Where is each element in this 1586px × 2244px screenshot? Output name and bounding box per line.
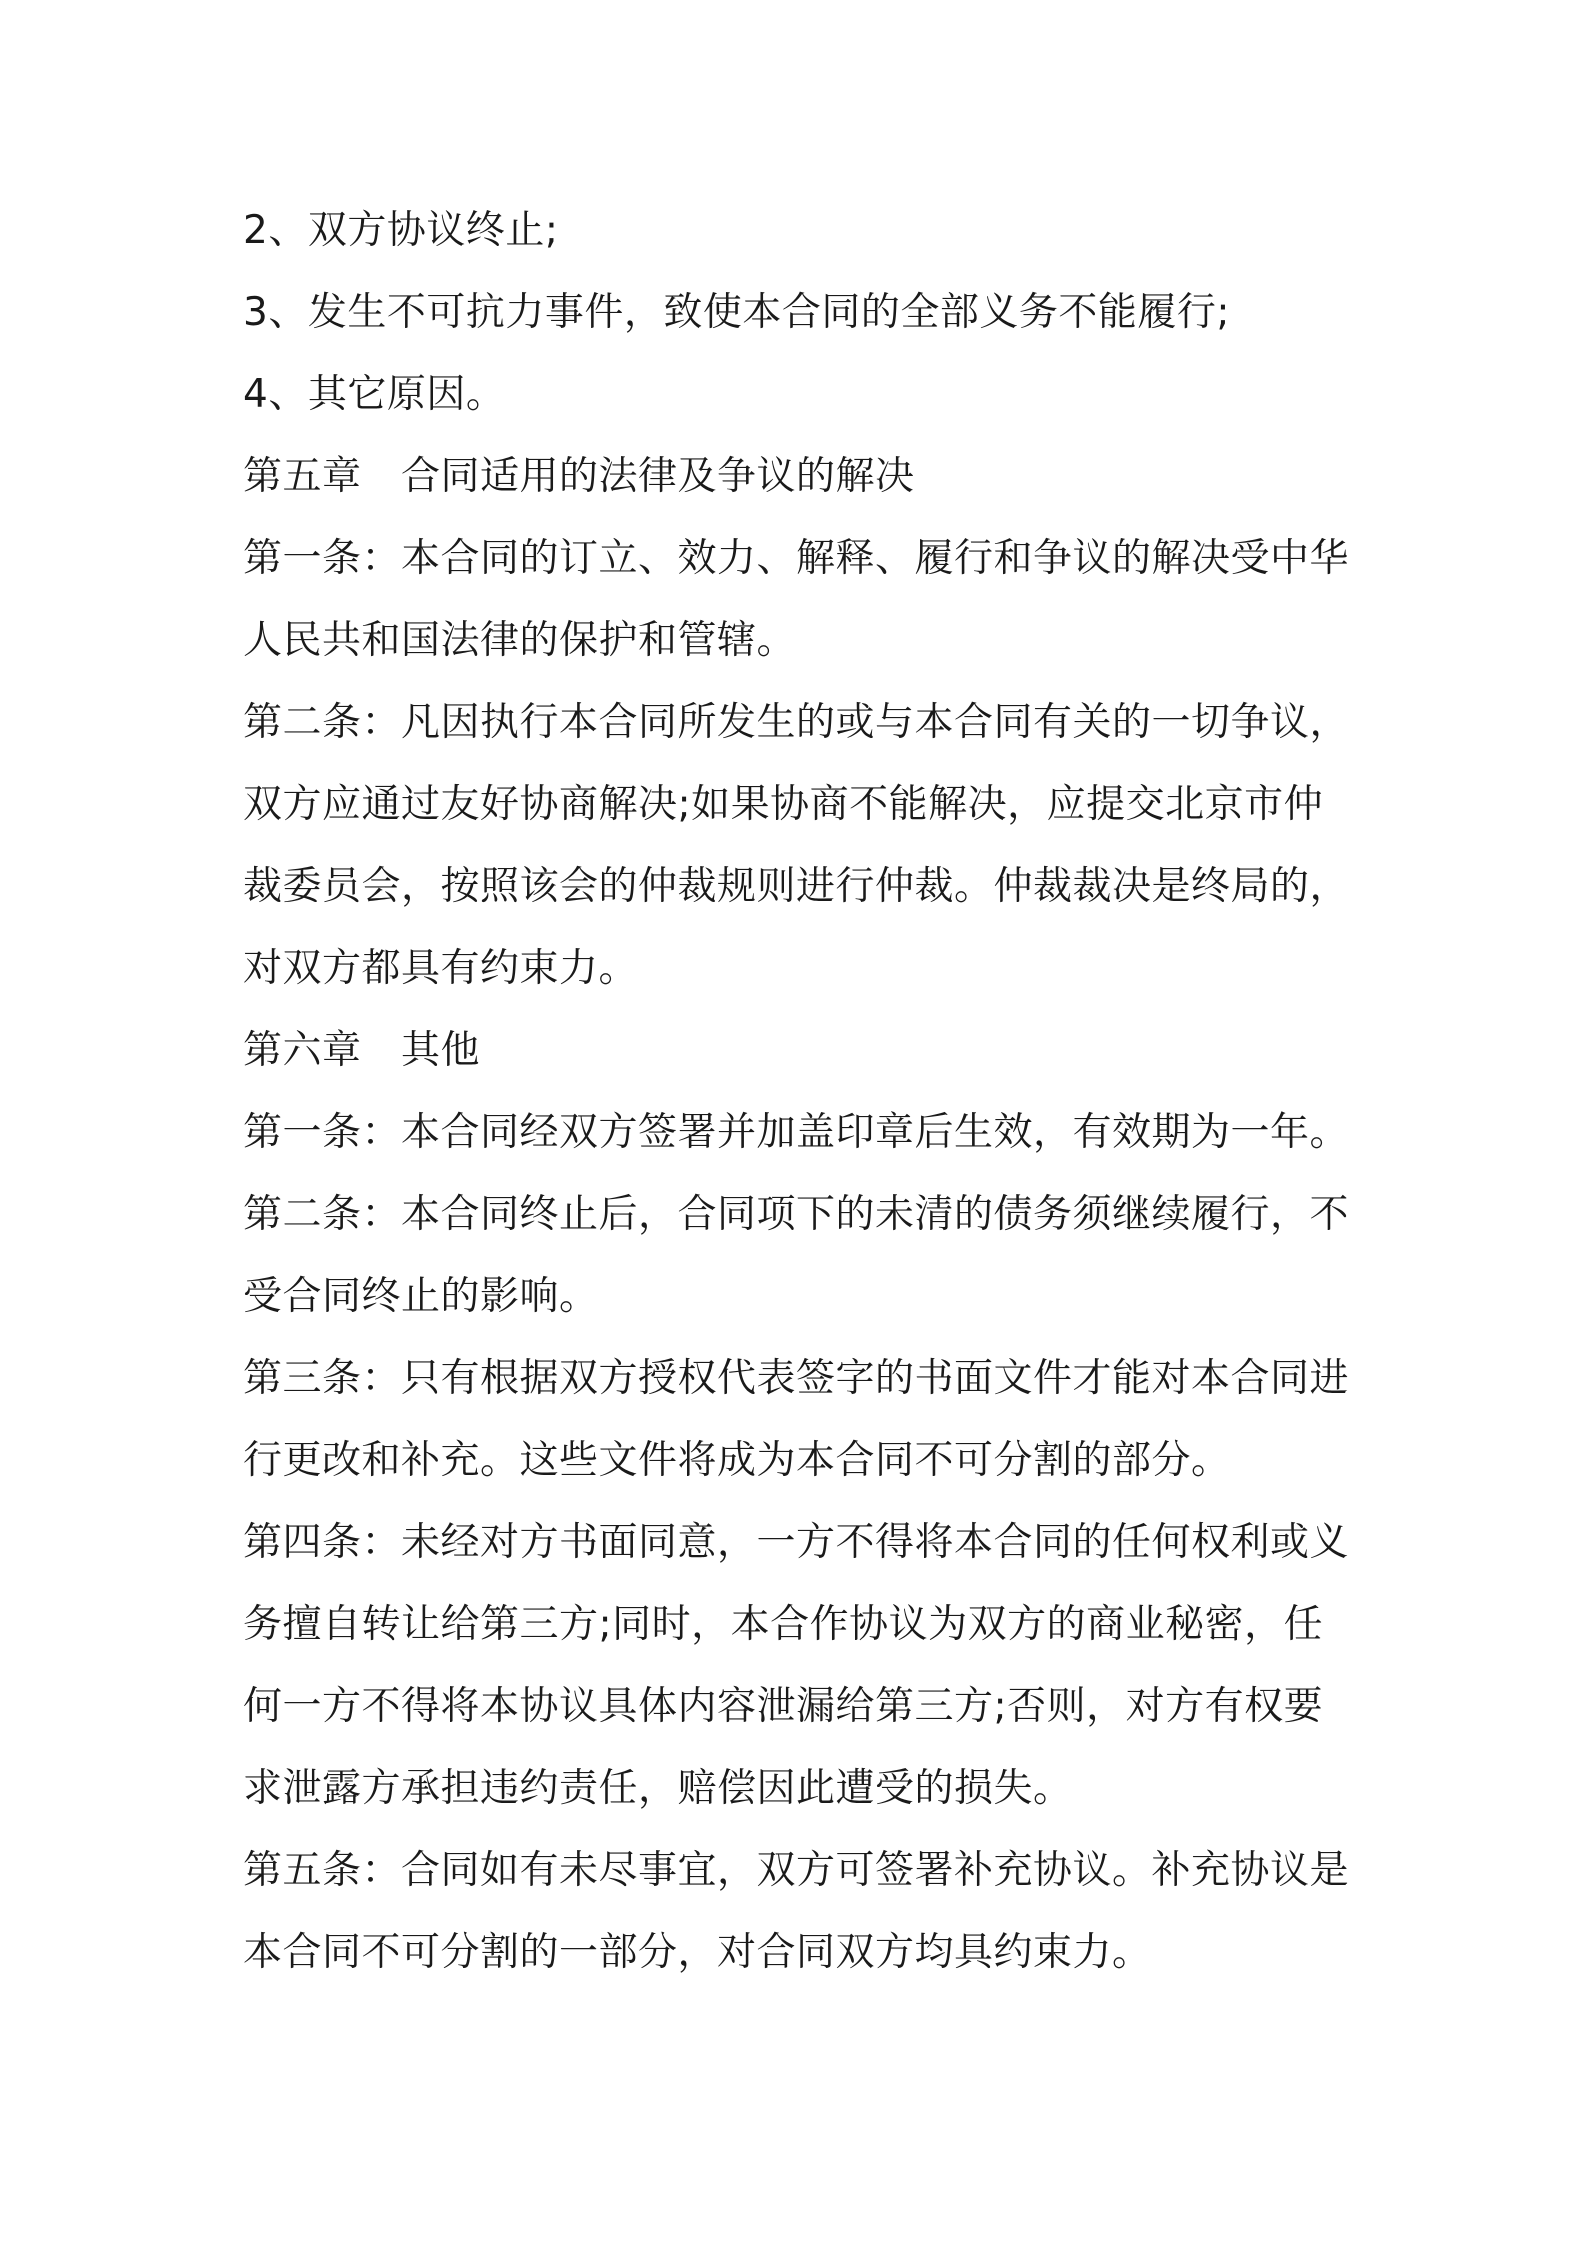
text-line-17: 第四条：未经对方书面同意，一方不得将本合同的任何权利或义 bbox=[243, 1520, 1350, 1565]
text-line-16: 行更改和补充。这些文件将成为本合同不可分割的部分。 bbox=[243, 1438, 1231, 1483]
text-line-22: 本合同不可分割的一部分，对合同双方均具约束力。 bbox=[243, 1930, 1152, 1975]
text-line-8: 双方应通过友好协商解决;如果协商不能解决，应提交北京市仲 bbox=[243, 782, 1324, 827]
text-line-2: 3、发生不可抗力事件，致使本合同的全部义务不能履行; bbox=[243, 290, 1230, 335]
text-line-5: 第一条：本合同的订立、效力、解释、履行和争议的解决受中华 bbox=[243, 536, 1350, 581]
text-line-12: 第一条：本合同经双方签署并加盖印章后生效，有效期为一年。 bbox=[243, 1110, 1350, 1155]
text-line-9: 裁委员会，按照该会的仲裁规则进行仲裁。仲裁裁决是终局的， bbox=[243, 864, 1350, 909]
chapter-heading-5: 第五章 合同适用的法律及争议的解决 bbox=[243, 454, 915, 499]
text-line-3: 4、其它原因。 bbox=[243, 372, 506, 417]
text-line-13: 第二条：本合同终止后，合同项下的未清的债务须继续履行，不 bbox=[243, 1192, 1350, 1237]
text-line-14: 受合同终止的影响。 bbox=[243, 1274, 599, 1319]
text-line-1: 2、双方协议终止; bbox=[243, 208, 559, 253]
chapter-heading-6: 第六章 其他 bbox=[243, 1028, 481, 1073]
text-line-18: 务擅自转让给第三方;同时，本合作协议为双方的商业秘密，任 bbox=[243, 1602, 1324, 1647]
text-line-10: 对双方都具有约束力。 bbox=[243, 946, 639, 991]
text-line-15: 第三条：只有根据双方授权代表签字的书面文件才能对本合同进 bbox=[243, 1356, 1350, 1401]
text-line-21: 第五条：合同如有未尽事宜，双方可签署补充协议。补充协议是 bbox=[243, 1848, 1350, 1893]
text-line-7: 第二条：凡因执行本合同所发生的或与本合同有关的一切争议， bbox=[243, 700, 1350, 745]
document-body bbox=[243, 190, 1363, 1994]
text-line-6: 人民共和国法律的保护和管辖。 bbox=[243, 618, 797, 663]
text-line-20: 求泄露方承担违约责任，赔偿因此遭受的损失。 bbox=[243, 1766, 1073, 1811]
text-line-19: 何一方不得将本协议具体内容泄漏给第三方;否则，对方有权要 bbox=[243, 1684, 1324, 1729]
